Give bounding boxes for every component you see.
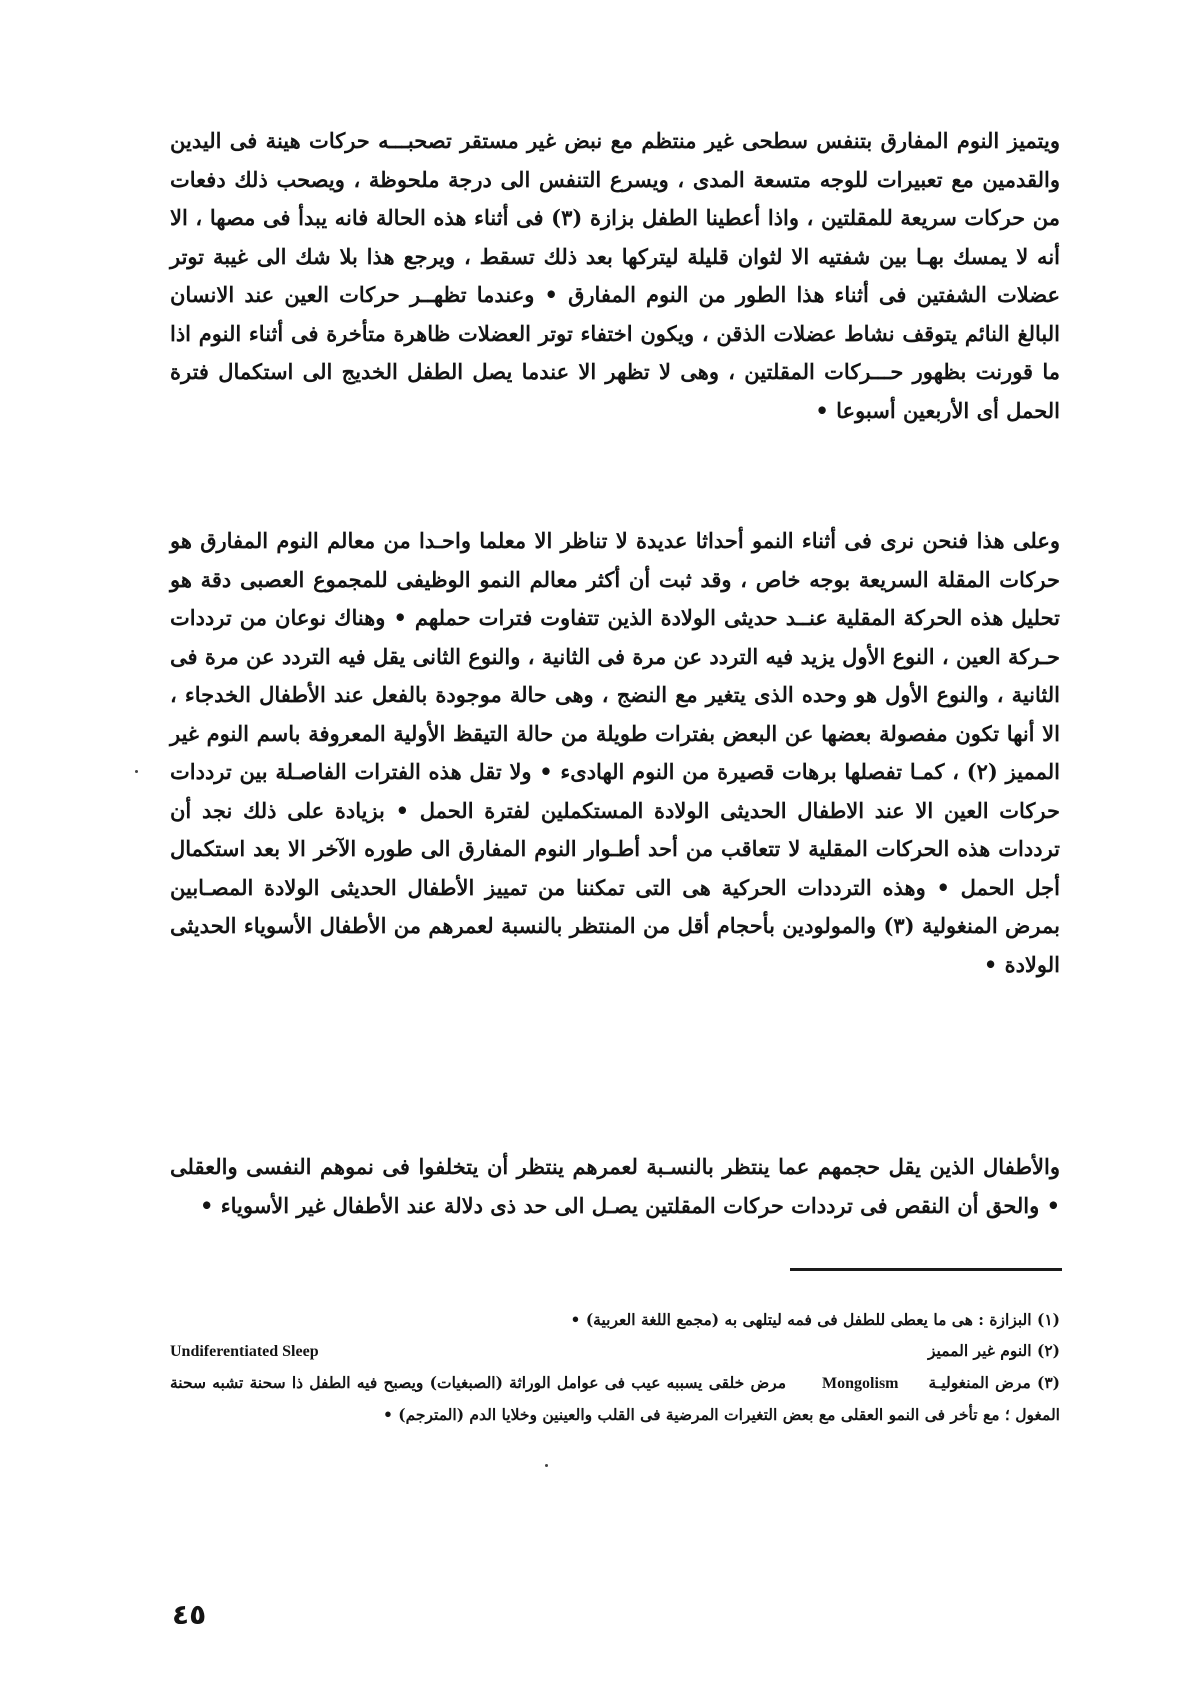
footnote-3-lead: (٣) مرض المنغوليـة — [928, 1373, 1060, 1392]
paragraph-2: وعلى هذا فنحن نرى فى أثناء النمو أحداثا عديدة لا تناظر الا معلما واحـدا من معالم النوم المفارق هو حركات المقلة السريعة بوجه خاص ، وقد ثبت أن أكثر معالم النمو الوظيفى للمجموع العصبى دقة هو تحليل هذه الحركة المقلية عنــد حديثى الولادة الذين تتفاوت فترات حملهم • وهناك نوعان من ترددات حـركة العين ، النوع الأول يزيد فيه التردد عن مرة فى الثانية ، والنوع الثانى يقل فيه التردد عن مرة فى الثانية ، والنوع الأول هو وحده الذى يتغير مع النضج ، وهى حالة موجودة بالفعل عند الأطفال الخدجاء ، الا أنها تكون مفصولة بعضها عن البعض بفترات طويلة من حالة التيقظ الأولية المعروفة باسم النوم غير المميز (٢) ، كمـا تفصلها برهات قصيرة من النوم الهادىء • ولا تقل هذه الفترات الفاصـلة بين ترددات حركات العين الا عند الاطفال الحديثى الولادة المستكملين لفترة الحمل • بزيادة على ذلك نجد أن ترددات هذه الحركات المقلية لا تتعاقب من أحد أطـوار النوم المفارق الى طوره الآخر الا بعد استكمال أجل الحمل • وهذه الترددات الحركية هى التى تمكننا من تمييز الأطفال الحديثى الولادة المصـابين بمرض المنغولية (٣) والمولودين بأحجام أقل من المنتظر بالنسبة لعمرهم من الأطفال الأسوياء الحديثى الولادة • — [170, 528, 1061, 977]
scan-speck — [135, 770, 138, 773]
footnotes — [170, 1304, 1060, 1430]
paragraph-3: والأطفال الذين يقل حجمهم عما ينتظر بالنسـبة لعمرهم ينتظر أن يتخلفوا فى نموهم النفسى والعقلى • والحق أن النقص فى ترددات حركات المقلتين يصـل الى حد ذى دلالة عند الأطفال غير الأسوياء • — [170, 1154, 1060, 1218]
footnote-1: (١) البزازة : هى ما يعطى للطفل فى فمه ليتلهى به (مجمع اللغة العربية) • — [570, 1310, 1060, 1329]
footnote-3 — [170, 1367, 1060, 1430]
scan-speck — [545, 1464, 548, 1467]
page-number: ٤٥ — [172, 1598, 207, 1631]
paragraph-1: ويتميز النوم المفارق بتنفس سطحى غير منتظم مع نبض غير مستقر تصحبـــه حركات هينة فى اليدين والقدمين مع تعبيرات للوجه متسعة المدى ، ويسرع التنفس الى درجة ملحوظة ، ويصحب ذلك دفعات من حركات سريعة للمقلتين ، واذا أعطينا الطفل بزازة (٣) فى أثناء هذه الحالة فانه يبدأ فى مصها ، الا أنه لا يمسك بهـا بين شفتيه الا لثوان قليلة ليتركها بعد ذلك تسقط ، ويرجع هذا بلا شك الى غيبة توتر عضلات الشفتين فى أثناء هذا الطور من النوم المفارق • وعندما تظهــر حركات العين عند الانسان البالغ النائم يتوقف نشاط عضلات الذقن ، ويكون اختفاء توتر العضلات ظاهرة متأخرة فى أثناء النوم اذا ما قورنت بظهور حـــركات المقلتين ، وهى لا تظهر الا عندما يصل الطفل الخديج الى استكمال فترة الحمل أى الأربعين أسبوعا • — [170, 128, 1060, 423]
footnote-2 — [170, 1335, 1060, 1367]
footnote-3-text: مرض خلقى يسببه عيب فى عوامل الوراثة (الصبغيات) ويصبح فيه الطفل ذا سحنة تشبه سحنة المغول ؛ مع تأخر فى النمو العقلى مع بعض التغيرات المرضية فى القلب والعينين وخلايا الدم (المترجم) • — [170, 1373, 1060, 1424]
footnote-2-latin-term: Undiferentiated Sleep — [170, 1343, 319, 1360]
footnote-separator — [790, 1268, 1062, 1271]
footnote-3-latin-term: Mongolism — [822, 1375, 899, 1392]
footnote-2-arabic: (٢) النوم غير المميز — [927, 1341, 1060, 1360]
